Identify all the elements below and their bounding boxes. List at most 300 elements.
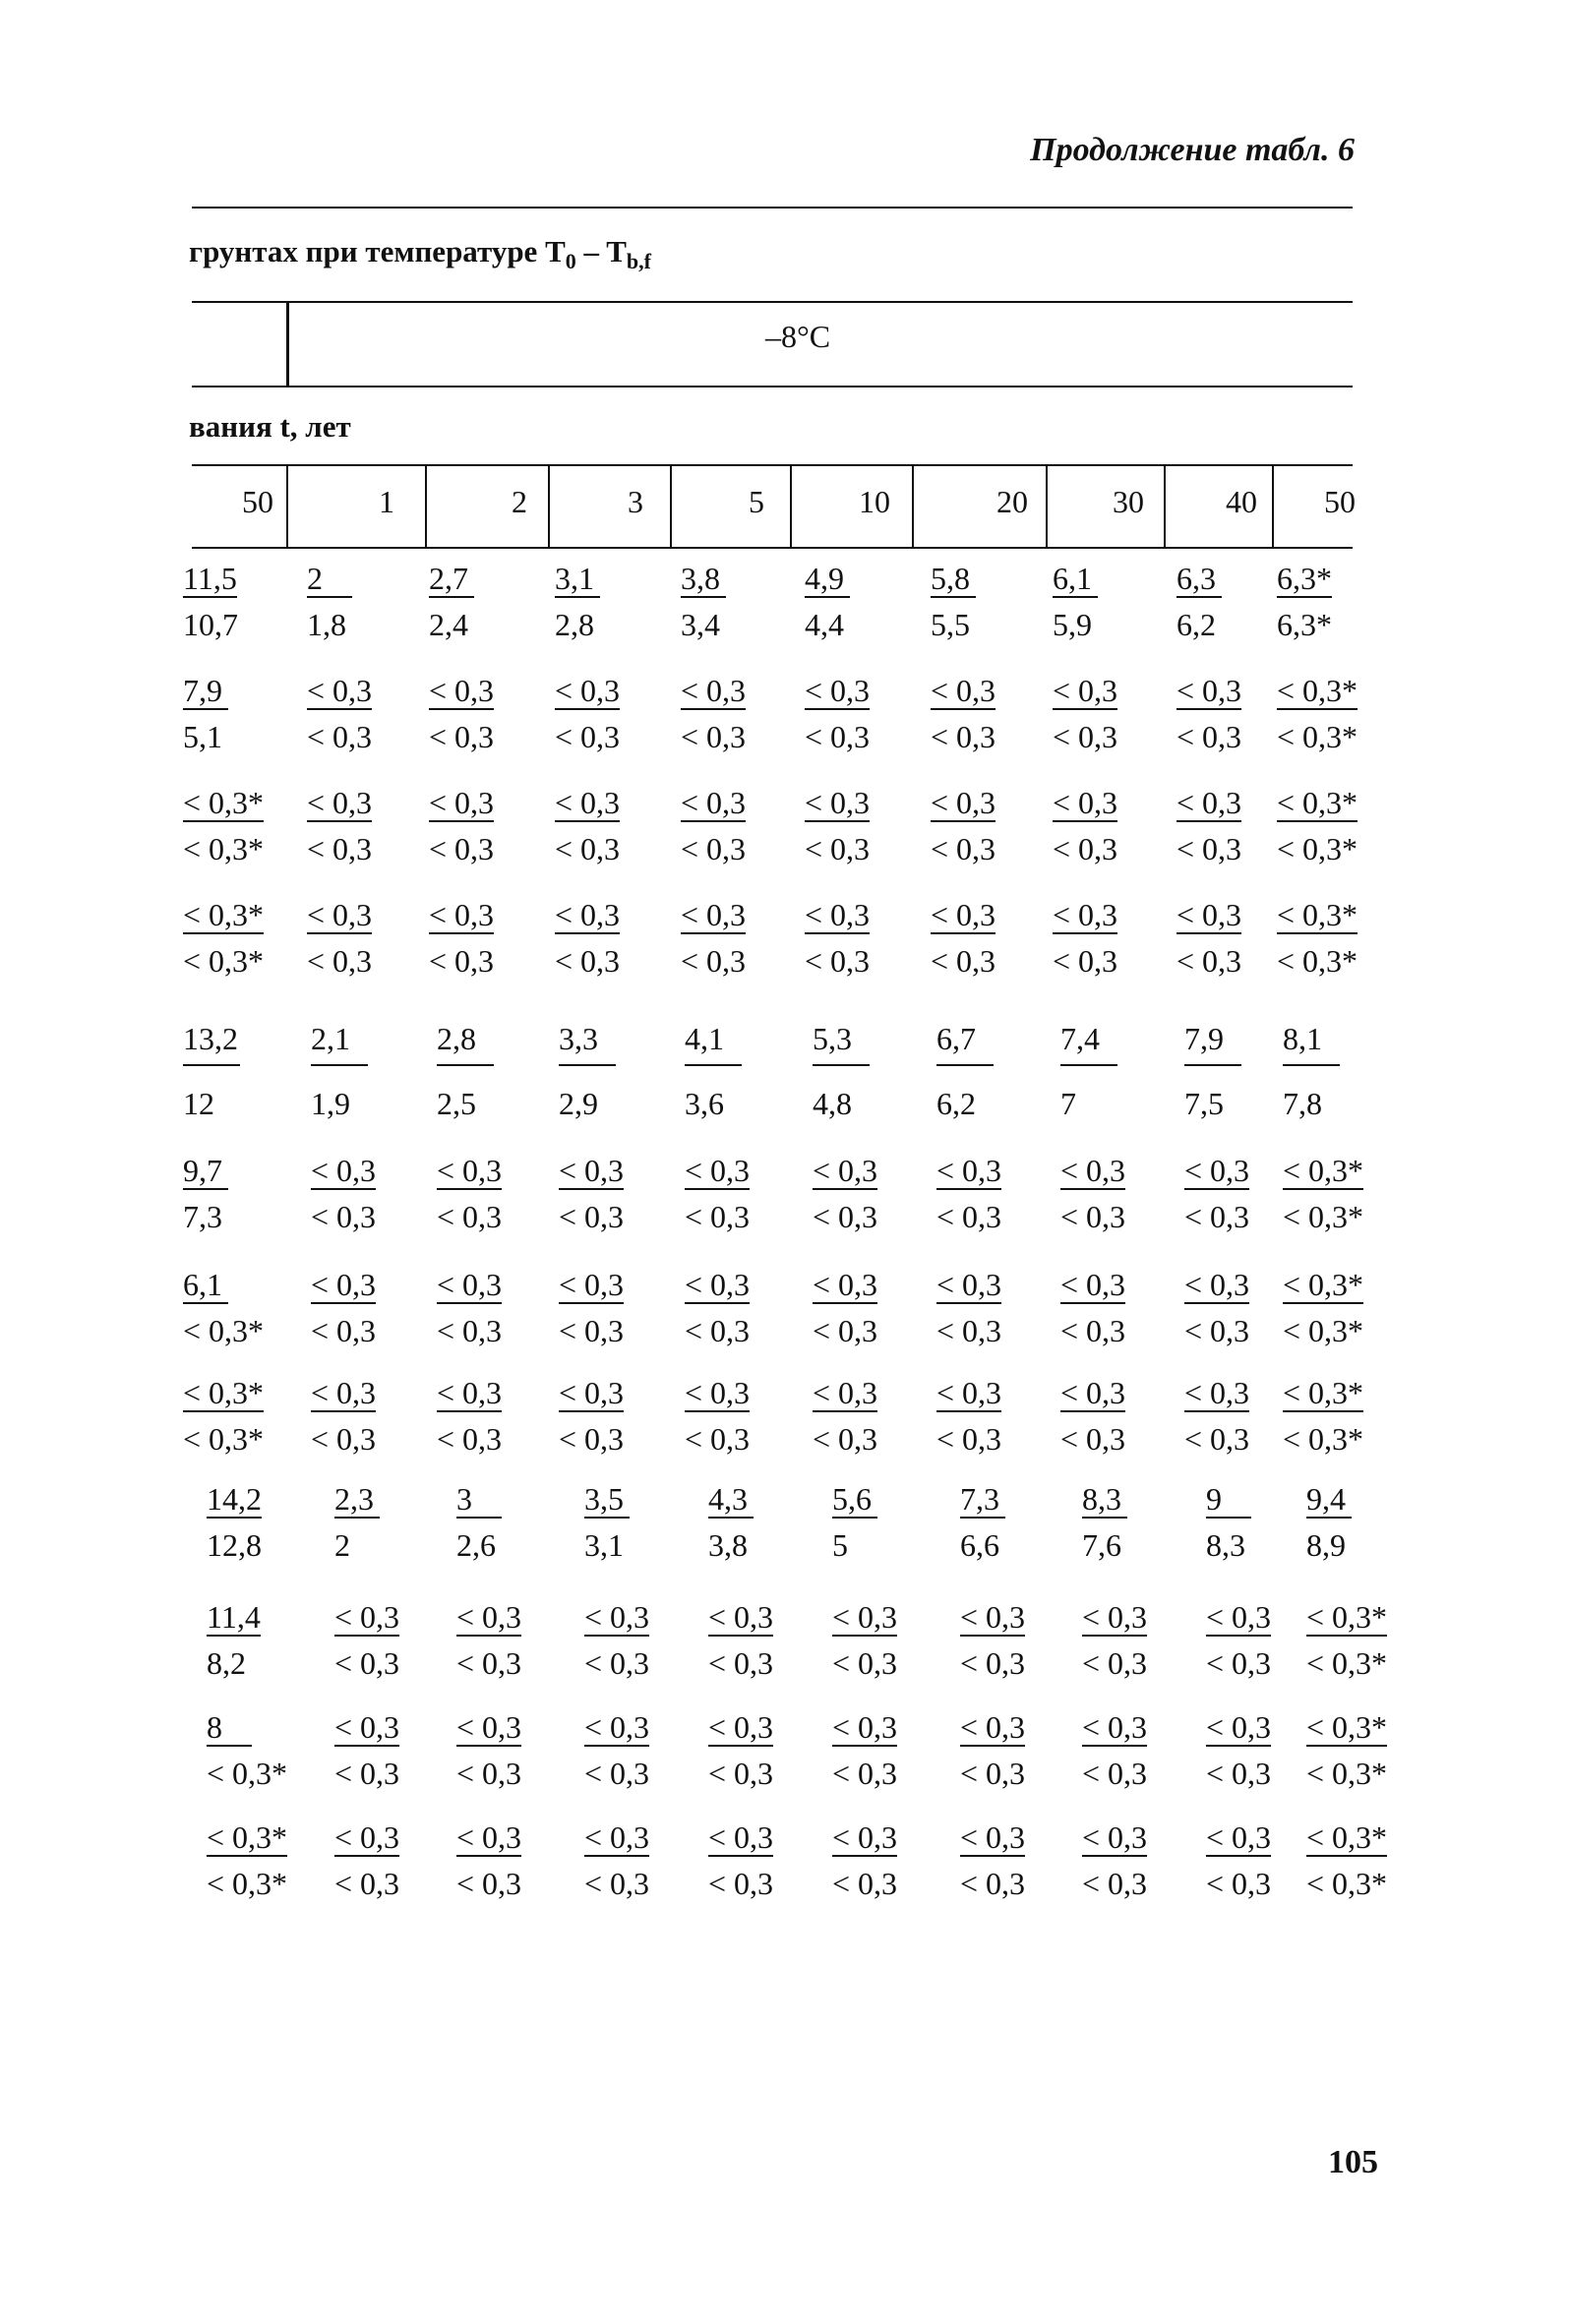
cell-numerator: 4,3 xyxy=(708,1483,754,1519)
cell-denominator: < 0,3 xyxy=(437,1199,503,1234)
cell-numerator: < 0,3 xyxy=(1053,673,1118,708)
cell-numerator: < 0,3 xyxy=(584,1599,650,1635)
table-cell xyxy=(931,899,996,977)
cell-numerator: < 0,3 xyxy=(437,1153,503,1188)
cell-denominator: < 0,3 xyxy=(1206,1756,1272,1791)
cell-numerator: < 0,3 xyxy=(681,897,747,932)
column-divider xyxy=(670,464,672,547)
table-cell xyxy=(1306,1711,1387,1789)
cell-denominator: 6,2 xyxy=(1177,607,1216,642)
cell-denominator: < 0,3 xyxy=(931,831,996,866)
cell-denominator: < 0,3 xyxy=(681,719,747,754)
cell-numerator: < 0,3 xyxy=(813,1153,878,1188)
table-cell xyxy=(832,1711,897,1789)
cell-numerator: < 0,3 xyxy=(429,673,495,708)
cell-numerator: < 0,3 xyxy=(960,1709,1026,1745)
table-cell xyxy=(307,563,352,640)
cell-denominator: < 0,3 xyxy=(1082,1645,1148,1681)
cell-denominator: < 0,3* xyxy=(207,1866,288,1901)
table-cell xyxy=(456,1711,521,1789)
cell-numerator: 14,2 xyxy=(207,1481,262,1517)
cell-denominator: 2,8 xyxy=(555,607,594,642)
cell-denominator: < 0,3 xyxy=(429,719,495,754)
cell-denominator: 7 xyxy=(1060,1086,1076,1121)
cell-denominator: 12,8 xyxy=(207,1527,262,1563)
cell-numerator: < 0,3 xyxy=(1206,1599,1272,1635)
cell-numerator: < 0,3* xyxy=(1277,897,1358,932)
cell-denominator: 2,4 xyxy=(429,607,468,642)
column-header-cell: 3 xyxy=(628,484,643,519)
table-cell xyxy=(805,787,870,864)
cell-numerator: < 0,3 xyxy=(1184,1375,1250,1410)
cell-numerator: < 0,3* xyxy=(1283,1267,1364,1302)
cell-denominator: 4,4 xyxy=(805,607,844,642)
cell-denominator: 8,3 xyxy=(1206,1527,1245,1563)
table-cell xyxy=(936,1377,1001,1455)
cell-numerator: 2 xyxy=(307,563,352,598)
table-cell xyxy=(1082,1711,1147,1789)
table-cell xyxy=(1053,675,1117,752)
table-cell xyxy=(1283,1377,1363,1455)
cell-numerator: 9 xyxy=(1206,1483,1251,1519)
cell-numerator: < 0,3* xyxy=(1306,1709,1388,1745)
table-cell xyxy=(805,563,850,640)
table-cell xyxy=(183,1269,264,1346)
cell-numerator: < 0,3 xyxy=(437,1267,503,1302)
cell-denominator: < 0,3 xyxy=(429,831,495,866)
table-cell xyxy=(183,1377,264,1455)
cell-denominator: 6,2 xyxy=(936,1086,976,1121)
table-cell xyxy=(1060,1269,1125,1346)
table-caption: Продолжение табл. 6 xyxy=(1030,132,1355,168)
temperature-band-divider xyxy=(286,301,289,386)
table-cell xyxy=(960,1821,1025,1899)
table-cell xyxy=(1277,787,1358,864)
cell-numerator: < 0,3* xyxy=(1283,1153,1364,1188)
table-cell xyxy=(1206,1711,1271,1789)
heading-prefix: грунтах при температуре T xyxy=(189,234,566,268)
cell-denominator: 5,1 xyxy=(183,719,222,754)
cell-numerator: < 0,3 xyxy=(311,1375,377,1410)
table-cell xyxy=(685,1269,750,1346)
temperature-band-top-rule xyxy=(192,301,1353,303)
cell-denominator: < 0,3 xyxy=(708,1866,774,1901)
column-divider xyxy=(286,464,288,547)
table-cell xyxy=(832,1821,897,1899)
table-cell xyxy=(559,1155,624,1232)
cell-denominator: < 0,3 xyxy=(334,1645,400,1681)
column-divider xyxy=(1272,464,1274,547)
table-cell xyxy=(1082,1483,1127,1561)
cell-numerator: < 0,3 xyxy=(681,785,747,820)
cell-denominator: < 0,3 xyxy=(559,1199,625,1234)
column-divider xyxy=(548,464,550,547)
table-cell xyxy=(936,1155,1001,1232)
table-cell xyxy=(456,1821,521,1899)
table-cell xyxy=(584,1483,630,1561)
cell-numerator: 2,3 xyxy=(334,1483,380,1519)
cell-numerator: < 0,3 xyxy=(708,1709,774,1745)
cell-denominator: < 0,3 xyxy=(832,1756,898,1791)
cell-denominator: < 0,3 xyxy=(437,1313,503,1348)
cell-numerator: < 0,3 xyxy=(307,897,373,932)
cell-numerator: 6,3 xyxy=(1177,563,1222,598)
cell-denominator: < 0,3 xyxy=(1206,1645,1272,1681)
cell-denominator: < 0,3 xyxy=(437,1421,503,1457)
cell-denominator: 4,8 xyxy=(813,1086,852,1121)
cell-numerator: < 0,3 xyxy=(1053,897,1118,932)
cell-numerator: < 0,3 xyxy=(1177,785,1242,820)
cell-denominator: < 0,3 xyxy=(1060,1421,1126,1457)
cell-numerator: < 0,3 xyxy=(832,1599,898,1635)
cell-denominator: < 0,3 xyxy=(456,1866,522,1901)
cell-denominator: 3,1 xyxy=(584,1527,624,1563)
table-cell xyxy=(555,675,620,752)
cell-denominator: < 0,3* xyxy=(1277,719,1358,754)
table-cell xyxy=(1184,1269,1249,1346)
table-cell xyxy=(805,675,870,752)
cell-numerator: < 0,3 xyxy=(307,785,373,820)
cell-denominator: < 0,3 xyxy=(307,719,373,754)
table-cell xyxy=(681,787,746,864)
table-cell xyxy=(1082,1601,1147,1679)
table-cell xyxy=(555,899,620,977)
cell-numerator: 8,3 xyxy=(1082,1483,1127,1519)
table-cell xyxy=(681,899,746,977)
cell-numerator: < 0,3 xyxy=(805,897,871,932)
table-cell xyxy=(1184,1023,1241,1119)
cell-numerator: < 0,3 xyxy=(1060,1267,1126,1302)
cell-numerator: < 0,3 xyxy=(805,673,871,708)
table-cell xyxy=(1053,899,1117,977)
cell-numerator: < 0,3 xyxy=(805,785,871,820)
table-cell xyxy=(1277,675,1358,752)
table-cell xyxy=(183,675,228,752)
cell-denominator: < 0,3 xyxy=(1177,831,1242,866)
cell-numerator: 8 xyxy=(207,1711,252,1747)
cell-denominator: < 0,3 xyxy=(931,719,996,754)
cell-denominator: < 0,3 xyxy=(584,1866,650,1901)
cell-numerator: < 0,3* xyxy=(1277,673,1358,708)
cell-numerator: < 0,3* xyxy=(207,1819,288,1855)
cell-numerator: 11,5 xyxy=(183,561,237,596)
column-header-cell: 2 xyxy=(512,484,527,519)
cell-denominator: < 0,3 xyxy=(334,1866,400,1901)
cell-denominator: 7,3 xyxy=(183,1199,222,1234)
table-cell xyxy=(183,1023,240,1119)
table-cell xyxy=(183,787,264,864)
table-cell xyxy=(207,1601,261,1679)
table-cell xyxy=(681,563,726,640)
column-header-top-rule xyxy=(192,464,1353,466)
cell-denominator: < 0,3* xyxy=(1306,1756,1388,1791)
cell-numerator: 2,7 xyxy=(429,563,474,598)
table-cell xyxy=(1277,899,1358,977)
cell-denominator: < 0,3 xyxy=(813,1313,878,1348)
cell-numerator: < 0,3 xyxy=(307,673,373,708)
table-cell xyxy=(685,1377,750,1455)
table-cell xyxy=(311,1377,376,1455)
table-cell xyxy=(708,1711,773,1789)
table-cell xyxy=(685,1023,742,1119)
cell-numerator: < 0,3 xyxy=(708,1819,774,1855)
table-cell xyxy=(555,563,600,640)
cell-denominator: < 0,3* xyxy=(207,1756,288,1791)
table-cell xyxy=(555,787,620,864)
cell-denominator: < 0,3 xyxy=(832,1645,898,1681)
cell-denominator: 1,8 xyxy=(307,607,346,642)
column-divider xyxy=(1164,464,1166,547)
table-cell xyxy=(936,1269,1001,1346)
cell-denominator: < 0,3* xyxy=(183,831,265,866)
table-cell xyxy=(1306,1821,1387,1899)
cell-denominator: < 0,3 xyxy=(1184,1313,1250,1348)
table-cell xyxy=(813,1155,877,1232)
table-cell xyxy=(813,1377,877,1455)
cell-numerator: < 0,3 xyxy=(1060,1153,1126,1188)
cell-numerator: 7,9 xyxy=(183,675,228,710)
cell-numerator: 5,3 xyxy=(813,1023,870,1066)
cell-denominator: < 0,3 xyxy=(685,1313,751,1348)
cell-numerator: < 0,3 xyxy=(936,1267,1002,1302)
table-cell xyxy=(437,1023,494,1119)
column-header-cell: 5 xyxy=(749,484,764,519)
cell-denominator: < 0,3 xyxy=(708,1756,774,1791)
cell-numerator: < 0,3 xyxy=(584,1819,650,1855)
table-cell xyxy=(307,787,372,864)
table-cell xyxy=(437,1269,502,1346)
duration-label: вания t, лет xyxy=(189,409,351,444)
column-header-bottom-rule xyxy=(192,547,1353,549)
column-header-cell: 20 xyxy=(996,484,1028,519)
table-cell xyxy=(708,1601,773,1679)
top-rule xyxy=(192,207,1353,209)
table-cell xyxy=(207,1711,287,1789)
cell-numerator: < 0,3 xyxy=(931,897,996,932)
cell-denominator: < 0,3 xyxy=(1053,831,1118,866)
table-cell xyxy=(813,1023,870,1119)
cell-denominator: < 0,3 xyxy=(681,831,747,866)
cell-denominator: < 0,3 xyxy=(813,1421,878,1457)
cell-denominator: < 0,3 xyxy=(555,943,621,979)
cell-numerator: 6,1 xyxy=(183,1269,228,1304)
cell-denominator: 2 xyxy=(334,1527,350,1563)
table-cell xyxy=(708,1483,754,1561)
table-cell xyxy=(183,1155,228,1232)
table-cell xyxy=(311,1023,368,1119)
table-cell xyxy=(307,675,372,752)
cell-numerator: 7,3 xyxy=(960,1483,1005,1519)
cell-denominator: 7,5 xyxy=(1184,1086,1224,1121)
cell-numerator: < 0,3 xyxy=(1082,1819,1148,1855)
cell-numerator: < 0,3* xyxy=(183,1375,265,1410)
table-cell xyxy=(1177,787,1241,864)
cell-numerator: < 0,3 xyxy=(931,785,996,820)
cell-numerator: 6,1 xyxy=(1053,563,1098,598)
cell-denominator: 7,6 xyxy=(1082,1527,1121,1563)
page-number: 105 xyxy=(1328,2144,1378,2180)
table-cell xyxy=(437,1377,502,1455)
cell-denominator: < 0,3* xyxy=(183,943,265,979)
cell-numerator: < 0,3 xyxy=(437,1375,503,1410)
table-cell xyxy=(584,1601,649,1679)
cell-numerator: < 0,3 xyxy=(681,673,747,708)
cell-numerator: 5,6 xyxy=(832,1483,877,1519)
table-cell xyxy=(1060,1023,1117,1119)
table-cell xyxy=(832,1483,877,1561)
cell-denominator: 2,5 xyxy=(437,1086,476,1121)
cell-numerator: < 0,3* xyxy=(1306,1599,1388,1635)
cell-denominator: < 0,3 xyxy=(805,719,871,754)
table-cell xyxy=(1277,563,1332,640)
cell-denominator: < 0,3* xyxy=(1306,1866,1388,1901)
column-header-cell: 40 xyxy=(1226,484,1257,519)
cell-numerator: 6,3* xyxy=(1277,561,1332,596)
cell-numerator: 7,9 xyxy=(1184,1023,1241,1066)
cell-denominator: < 0,3* xyxy=(1306,1645,1388,1681)
cell-numerator: < 0,3 xyxy=(456,1599,522,1635)
cell-denominator: < 0,3 xyxy=(555,719,621,754)
cell-numerator: < 0,3 xyxy=(832,1709,898,1745)
table-cell xyxy=(1206,1601,1271,1679)
cell-denominator: < 0,3 xyxy=(559,1313,625,1348)
cell-denominator: 1,9 xyxy=(311,1086,350,1121)
cell-numerator: < 0,3 xyxy=(559,1153,625,1188)
table-cell xyxy=(456,1483,502,1561)
table-cell xyxy=(584,1821,649,1899)
cell-denominator: 5,5 xyxy=(931,607,970,642)
table-cell xyxy=(183,563,238,640)
cell-numerator: 2,8 xyxy=(437,1023,494,1066)
table-cell xyxy=(584,1711,649,1789)
cell-numerator: < 0,3 xyxy=(1082,1599,1148,1635)
cell-numerator: < 0,3 xyxy=(1060,1375,1126,1410)
table-cell xyxy=(805,899,870,977)
column-header-cell: 30 xyxy=(1113,484,1144,519)
table-cell xyxy=(1060,1377,1125,1455)
cell-denominator: < 0,3 xyxy=(1053,943,1118,979)
cell-denominator: < 0,3 xyxy=(584,1756,650,1791)
cell-numerator: < 0,3 xyxy=(813,1375,878,1410)
cell-numerator: < 0,3 xyxy=(555,673,621,708)
cell-numerator: < 0,3* xyxy=(1283,1375,1364,1410)
cell-numerator: < 0,3 xyxy=(311,1267,377,1302)
cell-numerator: < 0,3 xyxy=(936,1153,1002,1188)
cell-denominator: < 0,3 xyxy=(685,1199,751,1234)
table-cell xyxy=(931,787,996,864)
cell-numerator: < 0,3 xyxy=(960,1599,1026,1635)
cell-denominator: 2,6 xyxy=(456,1527,496,1563)
table-cell xyxy=(1177,675,1241,752)
cell-denominator: < 0,3 xyxy=(1060,1313,1126,1348)
cell-denominator: < 0,3* xyxy=(1277,943,1358,979)
cell-denominator: < 0,3 xyxy=(708,1645,774,1681)
table-cell xyxy=(429,899,494,977)
cell-numerator: < 0,3 xyxy=(334,1599,400,1635)
table-cell xyxy=(559,1023,616,1119)
cell-numerator: < 0,3 xyxy=(832,1819,898,1855)
cell-denominator: < 0,3 xyxy=(960,1866,1026,1901)
table-cell xyxy=(1184,1377,1249,1455)
cell-denominator: 10,7 xyxy=(183,607,238,642)
table-cell xyxy=(311,1155,376,1232)
cell-numerator: 3,8 xyxy=(681,563,726,598)
cell-numerator: < 0,3* xyxy=(183,785,265,820)
column-divider xyxy=(912,464,914,547)
table-cell xyxy=(429,563,474,640)
cell-denominator: 6,3* xyxy=(1277,607,1332,642)
cell-denominator: < 0,3 xyxy=(936,1313,1002,1348)
cell-numerator: < 0,3 xyxy=(685,1267,751,1302)
cell-denominator: < 0,3 xyxy=(1060,1199,1126,1234)
table-cell xyxy=(334,1601,399,1679)
table-cell xyxy=(307,899,372,977)
cell-numerator: < 0,3 xyxy=(813,1267,878,1302)
cell-denominator: < 0,3 xyxy=(936,1421,1002,1457)
table-cell xyxy=(207,1483,262,1561)
cell-denominator: 3,8 xyxy=(708,1527,748,1563)
table-cell xyxy=(207,1821,287,1899)
cell-denominator: < 0,3* xyxy=(183,1313,265,1348)
cell-numerator: 3,1 xyxy=(555,563,600,598)
table-cell xyxy=(1283,1269,1363,1346)
cell-numerator: 4,9 xyxy=(805,563,850,598)
cell-denominator: < 0,3 xyxy=(1053,719,1118,754)
t-subscript: 0 xyxy=(565,249,576,274)
column-divider xyxy=(425,464,427,547)
cell-numerator: < 0,3 xyxy=(685,1375,751,1410)
table-cell xyxy=(1283,1023,1340,1119)
cell-denominator: < 0,3 xyxy=(832,1866,898,1901)
cell-numerator: < 0,3 xyxy=(456,1819,522,1855)
cell-denominator: < 0,3 xyxy=(1177,719,1242,754)
cell-numerator: < 0,3 xyxy=(584,1709,650,1745)
cell-denominator: 5 xyxy=(832,1527,848,1563)
cell-denominator: 8,2 xyxy=(207,1645,246,1681)
cell-denominator: < 0,3 xyxy=(307,943,373,979)
table-cell xyxy=(429,787,494,864)
cell-denominator: < 0,3 xyxy=(307,831,373,866)
table-cell xyxy=(1184,1155,1249,1232)
table-cell xyxy=(334,1483,380,1561)
cell-denominator: < 0,3 xyxy=(559,1421,625,1457)
table-cell xyxy=(1053,563,1098,640)
heading-dash: – T xyxy=(575,234,627,268)
cell-denominator: < 0,3 xyxy=(813,1199,878,1234)
cell-numerator: < 0,3 xyxy=(429,785,495,820)
cell-numerator: 9,4 xyxy=(1306,1483,1352,1519)
table-cell xyxy=(931,563,976,640)
table-cell xyxy=(1177,563,1222,640)
cell-denominator: < 0,3 xyxy=(311,1313,377,1348)
cell-numerator: 2,1 xyxy=(311,1023,368,1066)
cell-denominator: < 0,3 xyxy=(1184,1199,1250,1234)
table-cell xyxy=(936,1023,994,1119)
cell-numerator: < 0,3 xyxy=(931,673,996,708)
cell-numerator: < 0,3 xyxy=(685,1153,751,1188)
cell-denominator: < 0,3 xyxy=(311,1199,377,1234)
cell-denominator: 2,9 xyxy=(559,1086,598,1121)
cell-numerator: 3,5 xyxy=(584,1483,630,1519)
cell-denominator: < 0,3 xyxy=(584,1645,650,1681)
cell-numerator: < 0,3 xyxy=(1177,673,1242,708)
cell-numerator: 5,8 xyxy=(931,563,976,598)
table-cell xyxy=(960,1601,1025,1679)
cell-numerator: 3,3 xyxy=(559,1023,616,1066)
cell-denominator: < 0,3 xyxy=(805,943,871,979)
cell-numerator: < 0,3 xyxy=(960,1819,1026,1855)
column-divider xyxy=(1046,464,1048,547)
